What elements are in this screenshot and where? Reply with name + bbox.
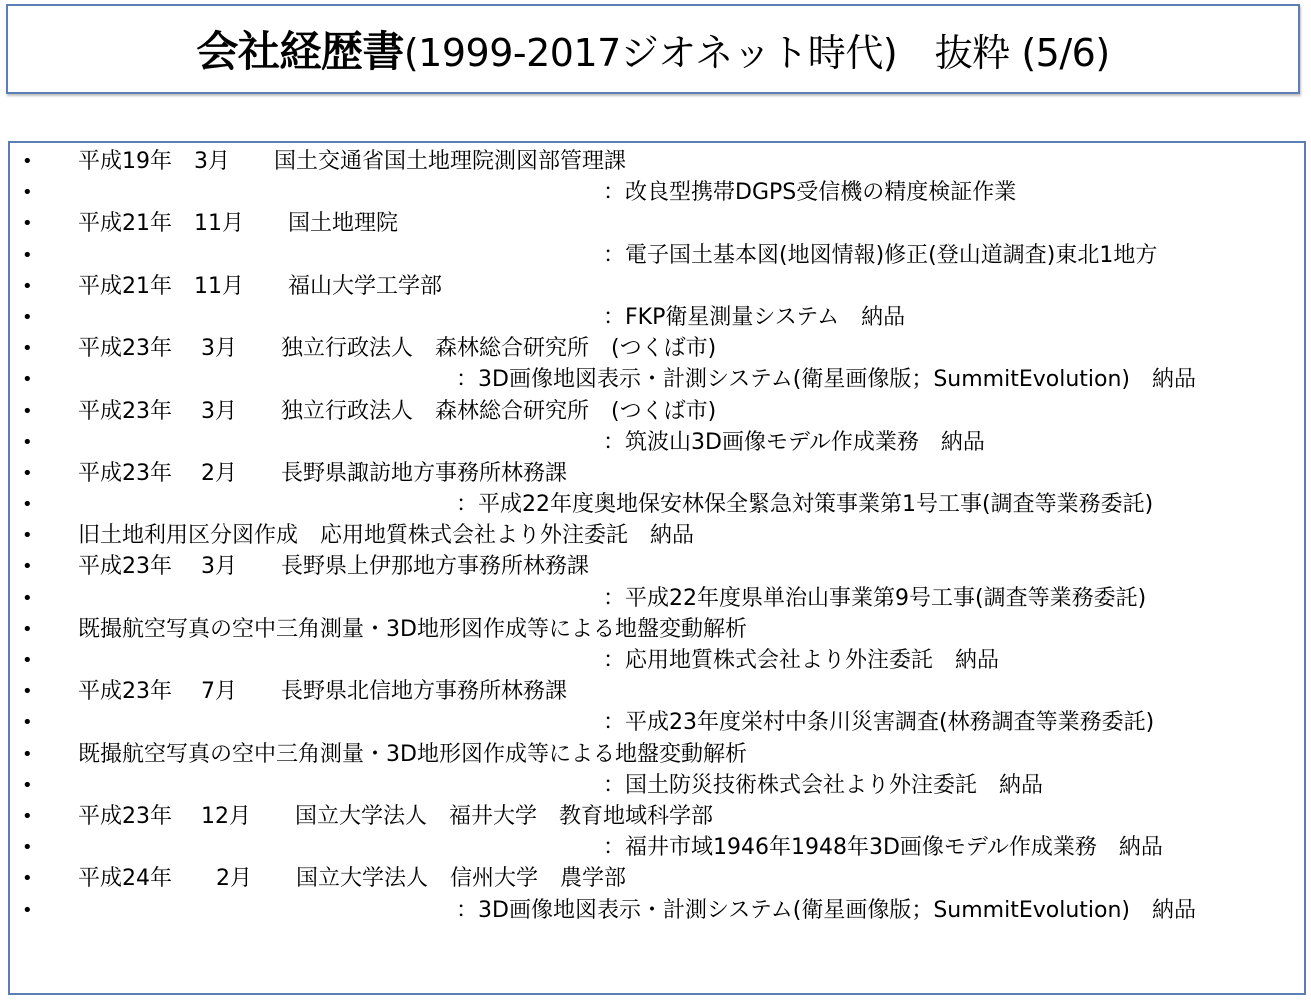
list-item-detail: ：電子国土基本図(地図情報)修正(登山道調査)東北1地方 [603,242,1158,268]
bullet-icon: • [22,587,33,609]
bullet-icon: • [22,338,33,360]
bullet-icon: • [22,151,33,172]
list-item-detail: ：改良型携帯DGPS受信機の精度検証作業 [603,180,1017,206]
bullet-icon: • [22,556,33,578]
list-item-detail: ：国土防災技術株式会社より外注委託 納品 [603,772,1044,798]
list-item [10,177,1304,208]
list-item-heading: 平成23年 3月 長野県上伊那地方事務所林務課 [78,554,589,580]
list-item [10,333,1304,364]
list-item-detail: ：平成22年度奥地保安林保全緊急対策事業第1号工事(調査等業務委託) [456,492,1154,518]
list-item-detail: ：応用地質株式会社より外注委託 納品 [603,648,1000,673]
page-title [196,19,1109,79]
bullet-icon: • [22,275,33,297]
list-item-heading: 平成21年 11月 福山大学工学部 [78,273,442,299]
bullet-icon: • [22,837,33,859]
list-item [10,863,1304,894]
list-item [10,302,1304,333]
bullet-icon: • [22,431,33,453]
list-item [10,739,1304,770]
list-item-heading: 既撮航空写真の空中三角測量・3D地形図作成等による地盤変動解析 [78,741,747,767]
bullet-icon: • [22,899,33,921]
list-item [10,240,1304,271]
bullet-icon: • [22,774,33,796]
bullet-icon: • [22,182,33,204]
content-box [8,141,1306,995]
list-item-detail: ：平成22年度県単治山事業第9号工事(調査等業務委託) [603,585,1147,611]
list-item [10,489,1304,520]
bullet-icon: • [22,244,33,266]
list-item [10,427,1304,458]
bullet-icon: • [22,494,33,516]
list-item-detail: ：3D画像地図表示・計測システム(衛星画像版；SummitEvolution) 納品 [456,367,1196,393]
bullet-icon: • [22,743,33,765]
list-item [10,146,1304,177]
list-item-heading: 旧土地利用区分図作成 応用地質株式会社より外注委託 納品 [78,523,695,549]
bullet-icon: • [22,400,33,422]
list-item-detail: ：福井市域1946年1948年3D画像モデル作成業務 納品 [603,835,1163,861]
list-item-detail: ：筑波山3D画像モデル作成業務 納品 [603,429,985,455]
list-item-heading: 平成23年 2月 長野県諏訪地方事務所林務課 [78,460,567,486]
title-box [6,4,1300,94]
list-item-heading: 平成24年 2月 国立大学法人 信州大学 農学部 [78,866,626,892]
list-item-heading: 平成19年 3月 国土交通省国土地理院測図部管理課 [78,149,626,174]
list-item-detail: ：3D画像地図表示・計測システム(衛星画像版；SummitEvolution) 納品 [456,897,1196,923]
list-item [10,583,1304,614]
bullet-icon: • [22,462,33,484]
bullet-icon: • [22,213,33,235]
list-item-heading: 既撮航空写真の空中三角測量・3D地形図作成等による地盤変動解析 [78,616,747,642]
bullet-icon: • [22,712,33,734]
list-item-heading: 平成21年 11月 国土地理院 [78,211,398,237]
list-item [10,396,1304,427]
bullet-icon: • [22,681,33,703]
bullet-icon: • [22,868,33,890]
page-title-sub: (1999-2017ジオネット時代) 抜粋 (5/6) [403,31,1110,75]
list-item-heading: 平成23年 3月 独立行政法人 森林総合研究所 (つくば市) [78,398,717,424]
list-item [10,364,1304,395]
bullet-icon: • [22,306,33,328]
list-item [10,676,1304,707]
bullet-icon: • [22,805,33,827]
list-item [10,645,1304,676]
list-item [10,707,1304,738]
list-item-detail: ：平成23年度栄村中条川災害調査(林務調査等業務委託) [603,710,1155,736]
history-list [10,146,1304,926]
list-item [10,208,1304,239]
bullet-icon: • [22,369,33,391]
list-item-heading: 平成23年 7月 長野県北信地方事務所林務課 [78,679,567,705]
list-item [10,551,1304,582]
list-item-detail: ：FKP衛星測量システム 納品 [603,304,906,330]
list-item-heading: 平成23年 12月 国立大学法人 福井大学 教育地域科学部 [78,803,713,829]
list-item [10,614,1304,645]
bullet-icon: • [22,650,33,671]
list-item [10,770,1304,801]
list-item [10,271,1304,302]
list-item [10,801,1304,832]
list-item [10,520,1304,551]
list-item-heading: 平成23年 3月 独立行政法人 森林総合研究所 (つくば市) [78,336,717,362]
bullet-icon: • [22,618,33,640]
list-item [10,832,1304,863]
bullet-icon: • [22,525,33,547]
list-item [10,895,1304,926]
page-title-main: 会社経歴書 [196,27,404,76]
list-item [10,458,1304,489]
